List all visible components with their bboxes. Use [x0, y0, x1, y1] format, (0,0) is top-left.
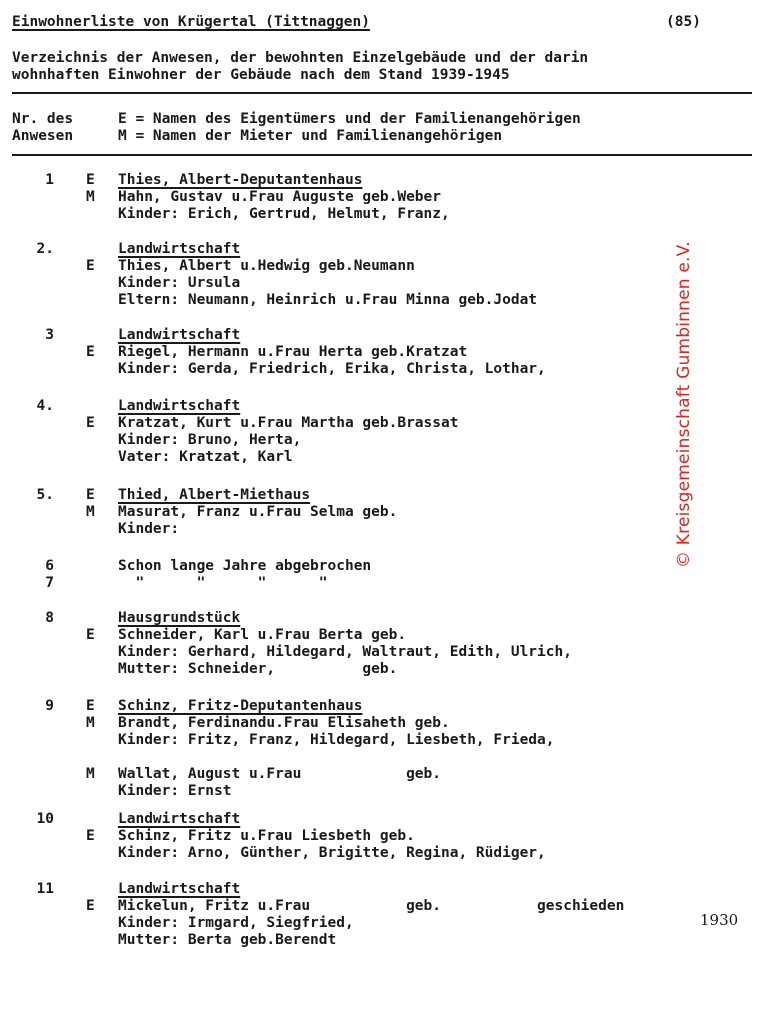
role-code: E: [86, 698, 95, 714]
entry-line: [0, 415, 761, 432]
role-code: E: [86, 172, 95, 188]
resident-text: Wallat, August u.Frau geb.: [118, 766, 442, 782]
entry-number: 1: [45, 172, 54, 188]
property-heading: Landwirtschaft: [118, 327, 241, 343]
resident-text: Vater: Kratzat, Karl: [118, 449, 293, 465]
role-code: E: [86, 344, 95, 360]
entry-line: [0, 344, 761, 361]
entry-number: 4.: [36, 398, 54, 414]
property-heading: Landwirtschaft: [118, 398, 241, 414]
resident-text: Kinder: Bruno, Herta,: [118, 432, 302, 448]
property-heading: Landwirtschaft: [118, 881, 241, 897]
resident-text: Kinder: Gerda, Friedrich, Erika, Christa, Lothar,: [118, 361, 546, 377]
resident-text: Kinder: Erich, Gertrud, Helmut, Franz,: [118, 206, 450, 222]
entry-line: [0, 206, 761, 223]
entry-line: [0, 845, 761, 862]
role-code: M: [86, 766, 95, 782]
role-code: M: [86, 504, 95, 520]
entry-line: [0, 327, 761, 344]
entry-number: 3: [45, 327, 54, 343]
document-title: Einwohnerliste von Krügertal (Tittnaggen): [12, 14, 370, 30]
entry-line: [0, 610, 761, 627]
entry-line: [0, 898, 761, 915]
entry-number: 10: [36, 811, 54, 827]
entry-line: [0, 783, 761, 800]
resident-text: Schon lange Jahre abgebrochen: [118, 558, 372, 574]
entry-line: [0, 766, 761, 783]
role-code: E: [86, 627, 95, 643]
resident-text: Mutter: Berta geb.Berendt: [118, 932, 337, 948]
resident-text: Kinder:: [118, 521, 180, 537]
entry-line: [0, 881, 761, 898]
entry-line: [0, 398, 761, 415]
entry-line: [0, 487, 761, 504]
role-code: E: [86, 898, 95, 914]
legend-e-line: E = Namen des Eigentümers und der Familienangehörigen: [118, 111, 581, 127]
resident-text: Schneider, Karl u.Frau Berta geb.: [118, 627, 407, 643]
entry-line: [0, 292, 761, 309]
property-heading: Landwirtschaft: [118, 811, 241, 827]
resident-text: Masurat, Franz u.Frau Selma geb.: [118, 504, 398, 520]
property-heading: Hausgrundstück: [118, 610, 241, 626]
entry-number: 7: [45, 575, 54, 591]
handwritten-year-annotation: 1930: [700, 911, 739, 929]
entry-line: [0, 661, 761, 678]
resident-text: Kinder: Gerhard, Hildegard, Waltraut, Edith, Ulrich,: [118, 644, 572, 660]
entry-number: 9: [45, 698, 54, 714]
resident-text: Brandt, Ferdinandu.Frau Elisaheth geb.: [118, 715, 450, 731]
entry-line: [0, 172, 761, 189]
subtitle-line-2: wohnhaften Einwohner der Gebäude nach dem Stand 1939-1945: [12, 67, 510, 83]
role-code: E: [86, 487, 95, 503]
entry-number: 8: [45, 610, 54, 626]
role-code: M: [86, 189, 95, 205]
copyright-watermark: © Kreisgemeinschaft Gumbinnen e.V.: [674, 241, 694, 568]
entry-line: [0, 504, 761, 521]
header-rule: [12, 92, 752, 94]
resident-text: Mutter: Schneider, geb.: [118, 661, 398, 677]
resident-text: Schinz, Fritz u.Frau Liesbeth geb.: [118, 828, 415, 844]
legend-col-label-1: Nr. des: [12, 111, 74, 127]
entry-line: [0, 432, 761, 449]
entry-line: [0, 828, 761, 845]
resident-text: Kinder: Irmgard, Siegfried,: [118, 915, 354, 931]
property-heading: Thied, Albert-Miethaus: [118, 487, 311, 503]
entry-line: [0, 644, 761, 661]
role-code: E: [86, 415, 95, 431]
entry-number: 6: [45, 558, 54, 574]
entry-line: [0, 449, 761, 466]
entry-number: 2.: [36, 241, 54, 257]
entry-number: 5.: [36, 487, 54, 503]
property-heading: Landwirtschaft: [118, 241, 241, 257]
entry-line: [0, 361, 761, 378]
entry-line: [0, 627, 761, 644]
legend-rule: [12, 154, 752, 156]
legend-m-line: M = Namen der Mieter und Familienangehörigen: [118, 128, 503, 144]
entry-line: [0, 521, 761, 538]
resident-text: Hahn, Gustav u.Frau Auguste geb.Weber: [118, 189, 442, 205]
entry-line: [0, 915, 761, 932]
resident-text: " " " ": [118, 575, 328, 591]
resident-text: Mickelun, Fritz u.Frau geb. geschieden: [118, 898, 625, 914]
entry-line: [0, 241, 761, 258]
entry-number: 11: [36, 881, 54, 897]
resident-text: Kinder: Ernst: [118, 783, 232, 799]
entry-line: [0, 732, 761, 749]
resident-text: Kinder: Arno, Günther, Brigitte, Regina, Rüdiger,: [118, 845, 546, 861]
resident-text: Eltern: Neumann, Heinrich u.Frau Minna geb.Jodat: [118, 292, 538, 308]
entry-line: [0, 698, 761, 715]
resident-text: Thies, Albert u.Hedwig geb.Neumann: [118, 258, 415, 274]
entry-line: [0, 558, 761, 575]
subtitle-line-1: Verzeichnis der Anwesen, der bewohnten Einzelgebäude und der darin: [12, 50, 589, 66]
entry-line: [0, 189, 761, 206]
entry-line: [0, 749, 761, 766]
property-heading: Thies, Albert-Deputantenhaus: [118, 172, 363, 188]
entry-line: [0, 575, 761, 592]
resident-text: Kinder: Ursula: [118, 275, 241, 291]
role-code: M: [86, 715, 95, 731]
resident-text: Riegel, Hermann u.Frau Herta geb.Kratzat: [118, 344, 468, 360]
entry-line: [0, 258, 761, 275]
property-heading: Schinz, Fritz-Deputantenhaus: [118, 698, 363, 714]
legend-col-label-2: Anwesen: [12, 128, 74, 144]
resident-text: Kinder: Fritz, Franz, Hildegard, Liesbeth, Frieda,: [118, 732, 555, 748]
role-code: E: [86, 258, 95, 274]
entry-line: [0, 811, 761, 828]
entry-line: [0, 275, 761, 292]
entry-line: [0, 932, 761, 949]
entry-line: [0, 715, 761, 732]
role-code: E: [86, 828, 95, 844]
page-number: (85): [666, 14, 701, 30]
resident-text: Kratzat, Kurt u.Frau Martha geb.Brassat: [118, 415, 459, 431]
